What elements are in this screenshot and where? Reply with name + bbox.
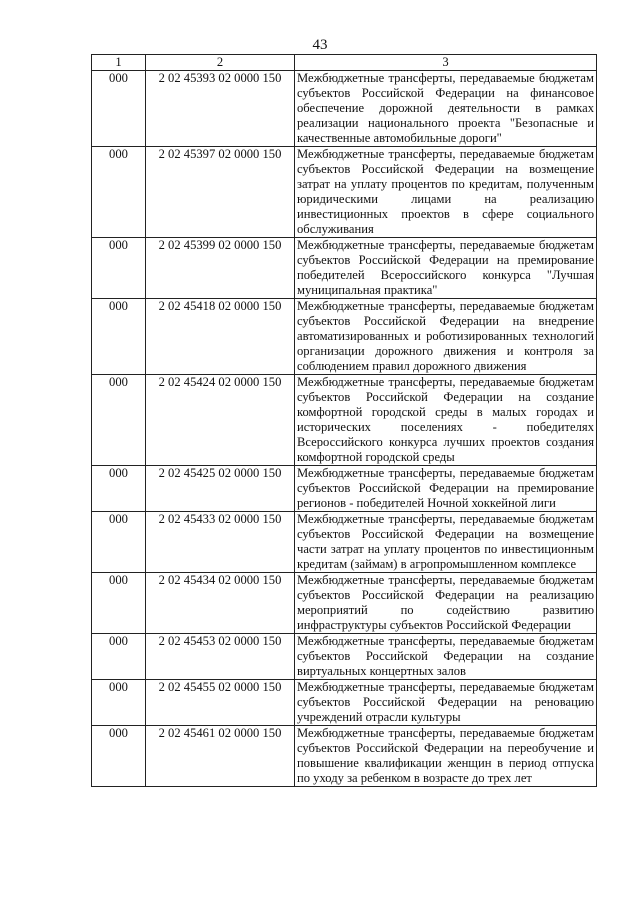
income-code-cell: 2 02 45433 02 0000 150 (146, 512, 295, 573)
column-header-3: 3 (295, 55, 597, 71)
income-code-cell: 2 02 45434 02 0000 150 (146, 573, 295, 634)
income-code-cell: 2 02 45393 02 0000 150 (146, 71, 295, 147)
table-row (92, 466, 597, 512)
column-header-1: 1 (92, 55, 146, 71)
administrator-code-cell: 000 (92, 726, 146, 787)
income-name-cell: Межбюджетные трансферты, передаваемые бюджетам субъектов Российской Федерации на создание виртуальных концертных залов (295, 634, 597, 680)
table-row (92, 299, 597, 375)
table-row (92, 726, 597, 787)
table-row (92, 375, 597, 466)
administrator-code-cell: 000 (92, 573, 146, 634)
administrator-code-cell: 000 (92, 512, 146, 573)
income-name-cell: Межбюджетные трансферты, передаваемые бюджетам субъектов Российской Федерации на возмещение затрат на уплату процентов по кредитам, полученным юридическими лицами на реализацию инвестиционных проектов в сфере социального обслуживания (295, 147, 597, 238)
table-row (92, 238, 597, 299)
income-code-cell: 2 02 45399 02 0000 150 (146, 238, 295, 299)
income-name-cell: Межбюджетные трансферты, передаваемые бюджетам субъектов Российской Федерации на переобучение и повышение квалификации женщин в период отпуска по уходу за ребенком в возрасте до трех лет (295, 726, 597, 787)
income-code-cell: 2 02 45461 02 0000 150 (146, 726, 295, 787)
table-row (92, 71, 597, 147)
income-name-cell: Межбюджетные трансферты, передаваемые бюджетам субъектов Российской Федерации на премирование победителей Всероссийского конкурса "Лучшая муниципальная практика" (295, 238, 597, 299)
income-name-cell: Межбюджетные трансферты, передаваемые бюджетам субъектов Российской Федерации на внедрение автоматизированных и роботизированных технологий организации дорожного движения и контроля за соблюдением правил дорожного движения (295, 299, 597, 375)
administrator-code-cell: 000 (92, 375, 146, 466)
table-row (92, 147, 597, 238)
budget-classification-table (91, 54, 597, 787)
income-code-cell: 2 02 45424 02 0000 150 (146, 375, 295, 466)
income-code-cell: 2 02 45418 02 0000 150 (146, 299, 295, 375)
income-name-cell: Межбюджетные трансферты, передаваемые бюджетам субъектов Российской Федерации на реновацию учреждений отрасли культуры (295, 680, 597, 726)
income-code-cell: 2 02 45453 02 0000 150 (146, 634, 295, 680)
table-row (92, 680, 597, 726)
administrator-code-cell: 000 (92, 238, 146, 299)
table-row (92, 634, 597, 680)
income-name-cell: Межбюджетные трансферты, передаваемые бюджетам субъектов Российской Федерации на премирование регионов - победителей Ночной хоккейной лиги (295, 466, 597, 512)
administrator-code-cell: 000 (92, 71, 146, 147)
administrator-code-cell: 000 (92, 634, 146, 680)
administrator-code-cell: 000 (92, 680, 146, 726)
column-header-2: 2 (146, 55, 295, 71)
page-number: 43 (312, 37, 328, 53)
income-code-cell: 2 02 45455 02 0000 150 (146, 680, 295, 726)
administrator-code-cell: 000 (92, 466, 146, 512)
income-name-cell: Межбюджетные трансферты, передаваемые бюджетам субъектов Российской Федерации на реализацию мероприятий по содействию развитию инфраструктуры субъектов Российской Федерации (295, 573, 597, 634)
income-code-cell: 2 02 45397 02 0000 150 (146, 147, 295, 238)
administrator-code-cell: 000 (92, 147, 146, 238)
table-row (92, 573, 597, 634)
income-name-cell: Межбюджетные трансферты, передаваемые бюджетам субъектов Российской Федерации на создание комфортной городской среды в малых городах и исторических поселениях - победителях Всероссийского конкурса лучших проектов создания комфортной городской среды (295, 375, 597, 466)
income-code-cell: 2 02 45425 02 0000 150 (146, 466, 295, 512)
income-name-cell: Межбюджетные трансферты, передаваемые бюджетам субъектов Российской Федерации на финансовое обеспечение дорожной деятельности в рамках реализации национального проекта "Безопасные и качественные автомобильные дороги" (295, 71, 597, 147)
income-name-cell: Межбюджетные трансферты, передаваемые бюджетам субъектов Российской Федерации на возмещение части затрат на уплату процентов по инвестиционным кредитам (займам) в агропромышленном комплексе (295, 512, 597, 573)
table-row (92, 512, 597, 573)
table-header-row (92, 55, 597, 71)
administrator-code-cell: 000 (92, 299, 146, 375)
